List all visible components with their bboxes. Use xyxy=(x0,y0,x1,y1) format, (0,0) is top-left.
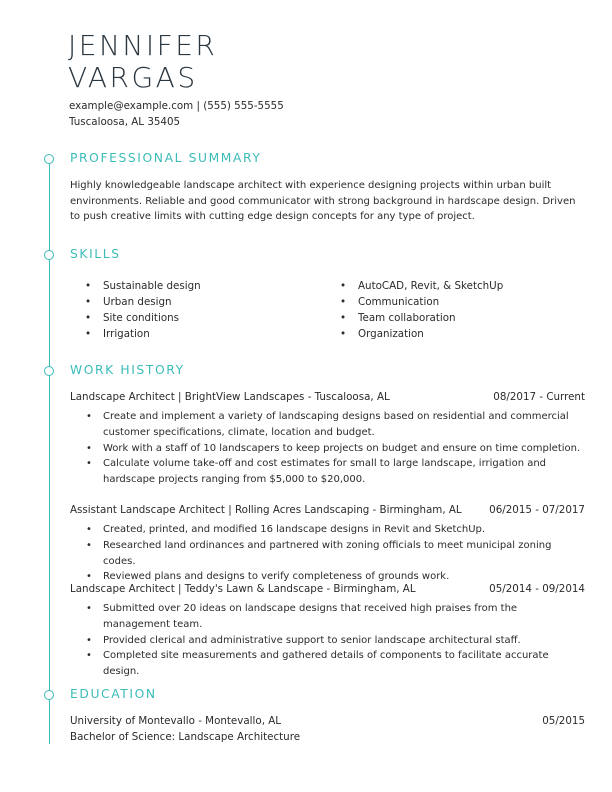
job-bullets xyxy=(70,522,585,585)
summary-heading: PROFESSIONAL SUMMARY xyxy=(70,151,262,165)
job-header xyxy=(70,581,585,597)
job-entry xyxy=(70,502,585,585)
job-title: Assistant Landscape Architect | Rolling Acres Landscaping - Birmingham, AL xyxy=(70,504,462,516)
skills-heading: SKILLS xyxy=(70,247,121,261)
contact-line xyxy=(69,98,284,114)
contact-separator: | xyxy=(193,100,204,112)
skill-item: • Communication xyxy=(340,294,503,310)
job-bullet: • Researched land ordinances and partnered with zoning officials to meet municipal zoning codes. xyxy=(70,538,585,570)
summary-text: Highly knowledgeable landscape architect with experience designing projects within urban built environments. Reliable and good communicator with strong background in hardscape design. Driven to push creative limits with cutting edge design concepts for any type of project. xyxy=(70,180,576,223)
last-name: VARGAS xyxy=(68,61,198,94)
job-dates: 08/2017 - Current xyxy=(493,391,585,403)
job-bullet: • Provided clerical and administrative support to senior landscape architectural staff. xyxy=(70,633,585,649)
skill-item: • Urban design xyxy=(85,294,201,310)
job-bullet: • Created, printed, and modified 16 landscape designs in Revit and SketchUp. xyxy=(70,522,585,538)
first-name: JENNIFER xyxy=(68,29,218,62)
job-bullet: • Create and implement a variety of landscaping designs based on residential and commercial customer specifications, climate, location and budget. xyxy=(70,409,585,441)
skill-item: • Team collaboration xyxy=(340,310,503,326)
skill-item: • Site conditions xyxy=(85,310,201,326)
job-bullet: • Submitted over 20 ideas on landscape designs that received high praises from the management team. xyxy=(70,601,585,633)
contact-info xyxy=(69,98,284,130)
job-dates: 05/2014 - 09/2014 xyxy=(489,583,585,595)
skill-item: • Organization xyxy=(340,326,503,342)
skill-item: • Irrigation xyxy=(85,326,201,342)
job-bullet: • Calculate volume take-off and cost estimates for small to large landscape, irrigation and hardscape projects ranging from $5,000 to $20,000. xyxy=(70,456,585,488)
work-heading: WORK HISTORY xyxy=(70,363,185,377)
skills-list-left xyxy=(85,278,201,342)
email-link[interactable]: example@example.com xyxy=(69,100,194,112)
timeline-dot-education xyxy=(44,690,54,700)
education-heading: EDUCATION xyxy=(70,687,157,701)
job-header xyxy=(70,502,585,518)
education-header xyxy=(70,713,585,729)
job-bullets xyxy=(70,409,585,488)
school-name: University of Montevallo - Montevallo, AL xyxy=(70,715,282,727)
education-entry xyxy=(70,713,585,745)
job-title: Landscape Architect | BrightView Landscapes - Tuscaloosa, AL xyxy=(70,391,390,403)
skill-item: • AutoCAD, Revit, & SketchUp xyxy=(340,278,503,294)
timeline-dot-skills xyxy=(44,250,54,260)
job-entry xyxy=(70,581,585,680)
skill-item: • Sustainable design xyxy=(85,278,201,294)
candidate-name xyxy=(68,30,217,94)
graduation-date: 05/2015 xyxy=(542,715,585,727)
job-entry xyxy=(70,389,585,488)
location: Tuscaloosa, AL 35405 xyxy=(69,116,181,128)
job-bullets xyxy=(70,601,585,680)
job-bullet: • Reviewed plans and designs to verify completeness of grounds work. xyxy=(70,569,585,585)
timeline-dot-work xyxy=(44,366,54,376)
job-title: Landscape Architect | Teddy's Lawn & Landscape - Birmingham, AL xyxy=(70,583,416,595)
job-bullet: • Work with a staff of 10 landscapers to keep projects on budget and ensure on time completion. xyxy=(70,441,585,457)
job-dates: 06/2015 - 07/2017 xyxy=(489,504,585,516)
job-bullet: • Completed site measurements and gathered details of components to facilitate accurate design. xyxy=(70,648,585,680)
timeline-dot-summary xyxy=(44,154,54,164)
job-header xyxy=(70,389,585,405)
degree: Bachelor of Science: Landscape Architecture xyxy=(70,731,301,743)
skills-list-right xyxy=(340,278,503,342)
phone-number: (555) 555-5555 xyxy=(203,100,284,112)
